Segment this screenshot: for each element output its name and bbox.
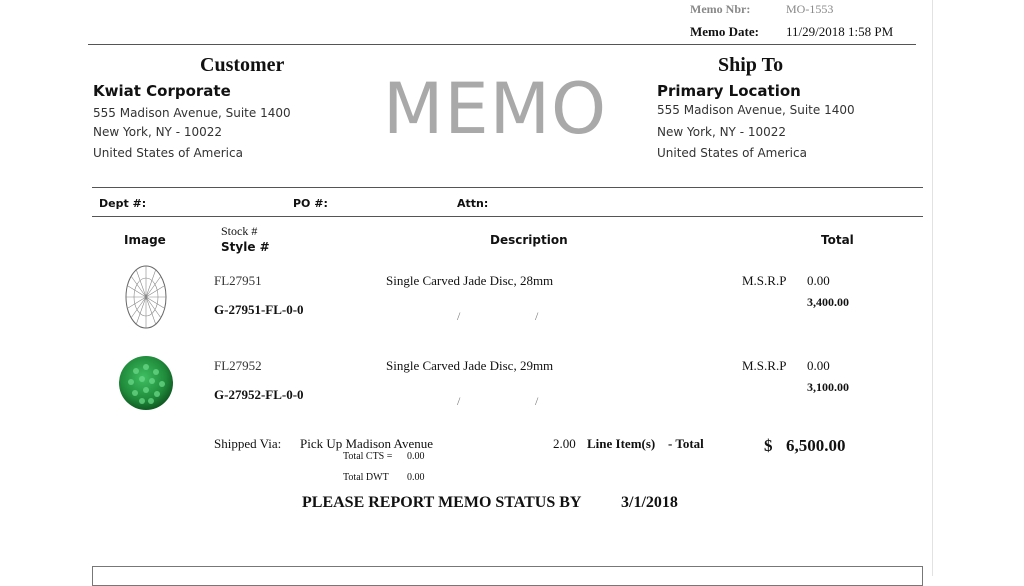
wireframe-oval-gem-icon	[124, 264, 168, 330]
col-stock-header: Stock #	[221, 224, 258, 238]
memo-watermark: MEMO	[383, 68, 608, 150]
report-status-text: PLEASE REPORT MEMO STATUS BY	[302, 494, 582, 511]
page-edge	[932, 0, 933, 576]
total-cts-label: Total CTS =	[343, 451, 393, 462]
col-style-header: Style #	[221, 240, 270, 254]
item-slash: /	[535, 309, 539, 323]
item-style-number: G-27951-FL-0-0	[214, 302, 304, 317]
ship-to-address-line: 555 Madison Avenue, Suite 1400	[657, 103, 855, 117]
total-cts-value: 0.00	[407, 451, 425, 462]
item-style-number: G-27952-FL-0-0	[214, 387, 304, 402]
item-amount: 3,100.00	[807, 380, 849, 394]
total-dwt-label: Total DWT	[343, 472, 389, 483]
ship-to-name: Primary Location	[657, 82, 801, 100]
item-description: Single Carved Jade Disc, 29mm	[386, 358, 554, 373]
header-divider	[88, 44, 916, 45]
customer-address-line: 555 Madison Avenue, Suite 1400	[93, 106, 291, 120]
green-jade-disc-icon	[118, 355, 174, 411]
total-dwt-value: 0.00	[407, 472, 425, 483]
ref-row-top-divider	[92, 187, 923, 188]
attn-label: Attn:	[457, 197, 489, 210]
item-msrp-value: 0.00	[807, 273, 830, 288]
customer-address-line: New York, NY - 10022	[93, 125, 223, 139]
po-label: PO #:	[293, 197, 328, 210]
customer-heading: Customer	[200, 54, 285, 76]
customer-name: Kwiat Corporate	[93, 82, 231, 100]
item-slash: /	[457, 394, 461, 408]
item-amount: 3,400.00	[807, 295, 849, 309]
report-status-date: 3/1/2018	[621, 494, 678, 511]
memo-date-label: Memo Date:	[690, 24, 759, 39]
line-item-count: 2.00	[553, 436, 576, 451]
bottom-section-box	[92, 566, 923, 586]
col-total-header: Total	[821, 233, 854, 247]
item-description: Single Carved Jade Disc, 28mm	[386, 273, 554, 288]
memo-number-label: Memo Nbr:	[690, 2, 751, 16]
total-label: - Total	[668, 436, 704, 451]
ship-to-address-line: New York, NY - 10022	[657, 125, 787, 139]
ref-row-bottom-divider	[92, 216, 923, 217]
col-description-header: Description	[490, 233, 568, 247]
ship-to-address-line: United States of America	[657, 146, 807, 160]
currency-symbol: $	[764, 436, 773, 455]
shipped-via-label: Shipped Via:	[214, 436, 282, 451]
dept-label: Dept #:	[99, 197, 147, 210]
ship-to-heading: Ship To	[718, 54, 784, 76]
item-stock-number: FL27951	[214, 273, 262, 288]
shipped-via-value: Pick Up Madison Avenue	[300, 436, 433, 451]
item-msrp-label: M.S.R.P	[742, 273, 787, 288]
item-stock-number: FL27952	[214, 358, 262, 373]
item-msrp-value: 0.00	[807, 358, 830, 373]
grand-total: 6,500.00	[786, 436, 846, 455]
item-slash: /	[457, 309, 461, 323]
item-slash: /	[535, 394, 539, 408]
col-image-header: Image	[124, 233, 166, 247]
memo-number-value: MO-1553	[786, 2, 834, 16]
item-msrp-label: M.S.R.P	[742, 358, 787, 373]
line-items-label: Line Item(s)	[587, 436, 656, 451]
memo-date-value: 11/29/2018 1:58 PM	[786, 24, 894, 39]
customer-address-line: United States of America	[93, 146, 243, 160]
